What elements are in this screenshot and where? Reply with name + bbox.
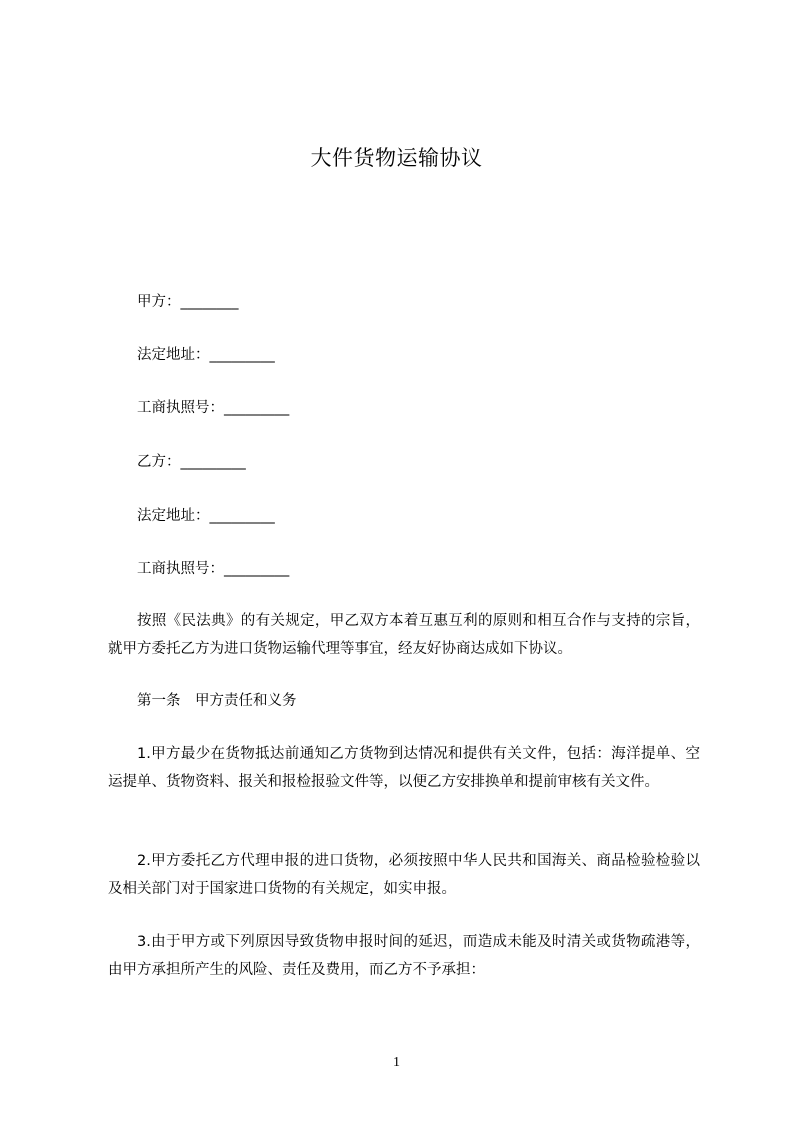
article-1-heading: 第一条 甲方责任和义务 [137,693,297,709]
party-a-address-field [137,345,275,365]
party-b-label: 乙方： [137,454,181,470]
party-a-field [137,292,239,312]
party-a-license-field [137,398,289,418]
party-b-license-blank: _________ [224,561,290,577]
party-b-field [137,452,246,472]
intro-paragraph: 按照《民法典》的有关规定，甲乙双方本着互惠互利的原则和相互合作与支持的宗旨，就甲方委托乙方为进口货物运输代理等事宜，经友好协商达成如下协议。 [108,613,700,657]
party-b-license-field [137,559,289,579]
party-a-blank: ________ [180,294,239,310]
clause-3: 3.由于甲方或下列原因导致货物申报时间的延迟，而造成未能及时清关或货物疏港等，由甲方承担所产生的风险、责任及费用，而乙方不予承担： [108,934,700,978]
clause-2: 2.甲方委托乙方代理申报的进口货物，必须按照中华人民共和国海关、商品检验检验以及相关部门对于国家进口货物的有关规定，如实申报。 [108,853,700,897]
party-a-address-label: 法定地址： [137,347,210,363]
party-a-label: 甲方： [137,294,181,310]
page-number: 1 [393,1055,400,1070]
party-a-license-label: 工商执照号： [137,400,224,416]
party-b-address-label: 法定地址： [137,508,210,524]
party-b-license-label: 工商执照号： [137,561,224,577]
party-b-address-blank: _________ [209,508,275,524]
party-b-address-field [137,506,275,526]
party-a-license-blank: _________ [224,400,290,416]
document-title: 大件货物运输协议 [310,146,483,170]
party-a-address-blank: _________ [209,347,275,363]
clause-1: 1.甲方最少在货物抵达前通知乙方货物到达情况和提供有关文件，包括：海洋提单、空运提单、货物资料、报关和报检报验文件等，以便乙方安排换单和提前审核有关文件。 [108,746,700,790]
party-b-blank: _________ [180,454,246,470]
